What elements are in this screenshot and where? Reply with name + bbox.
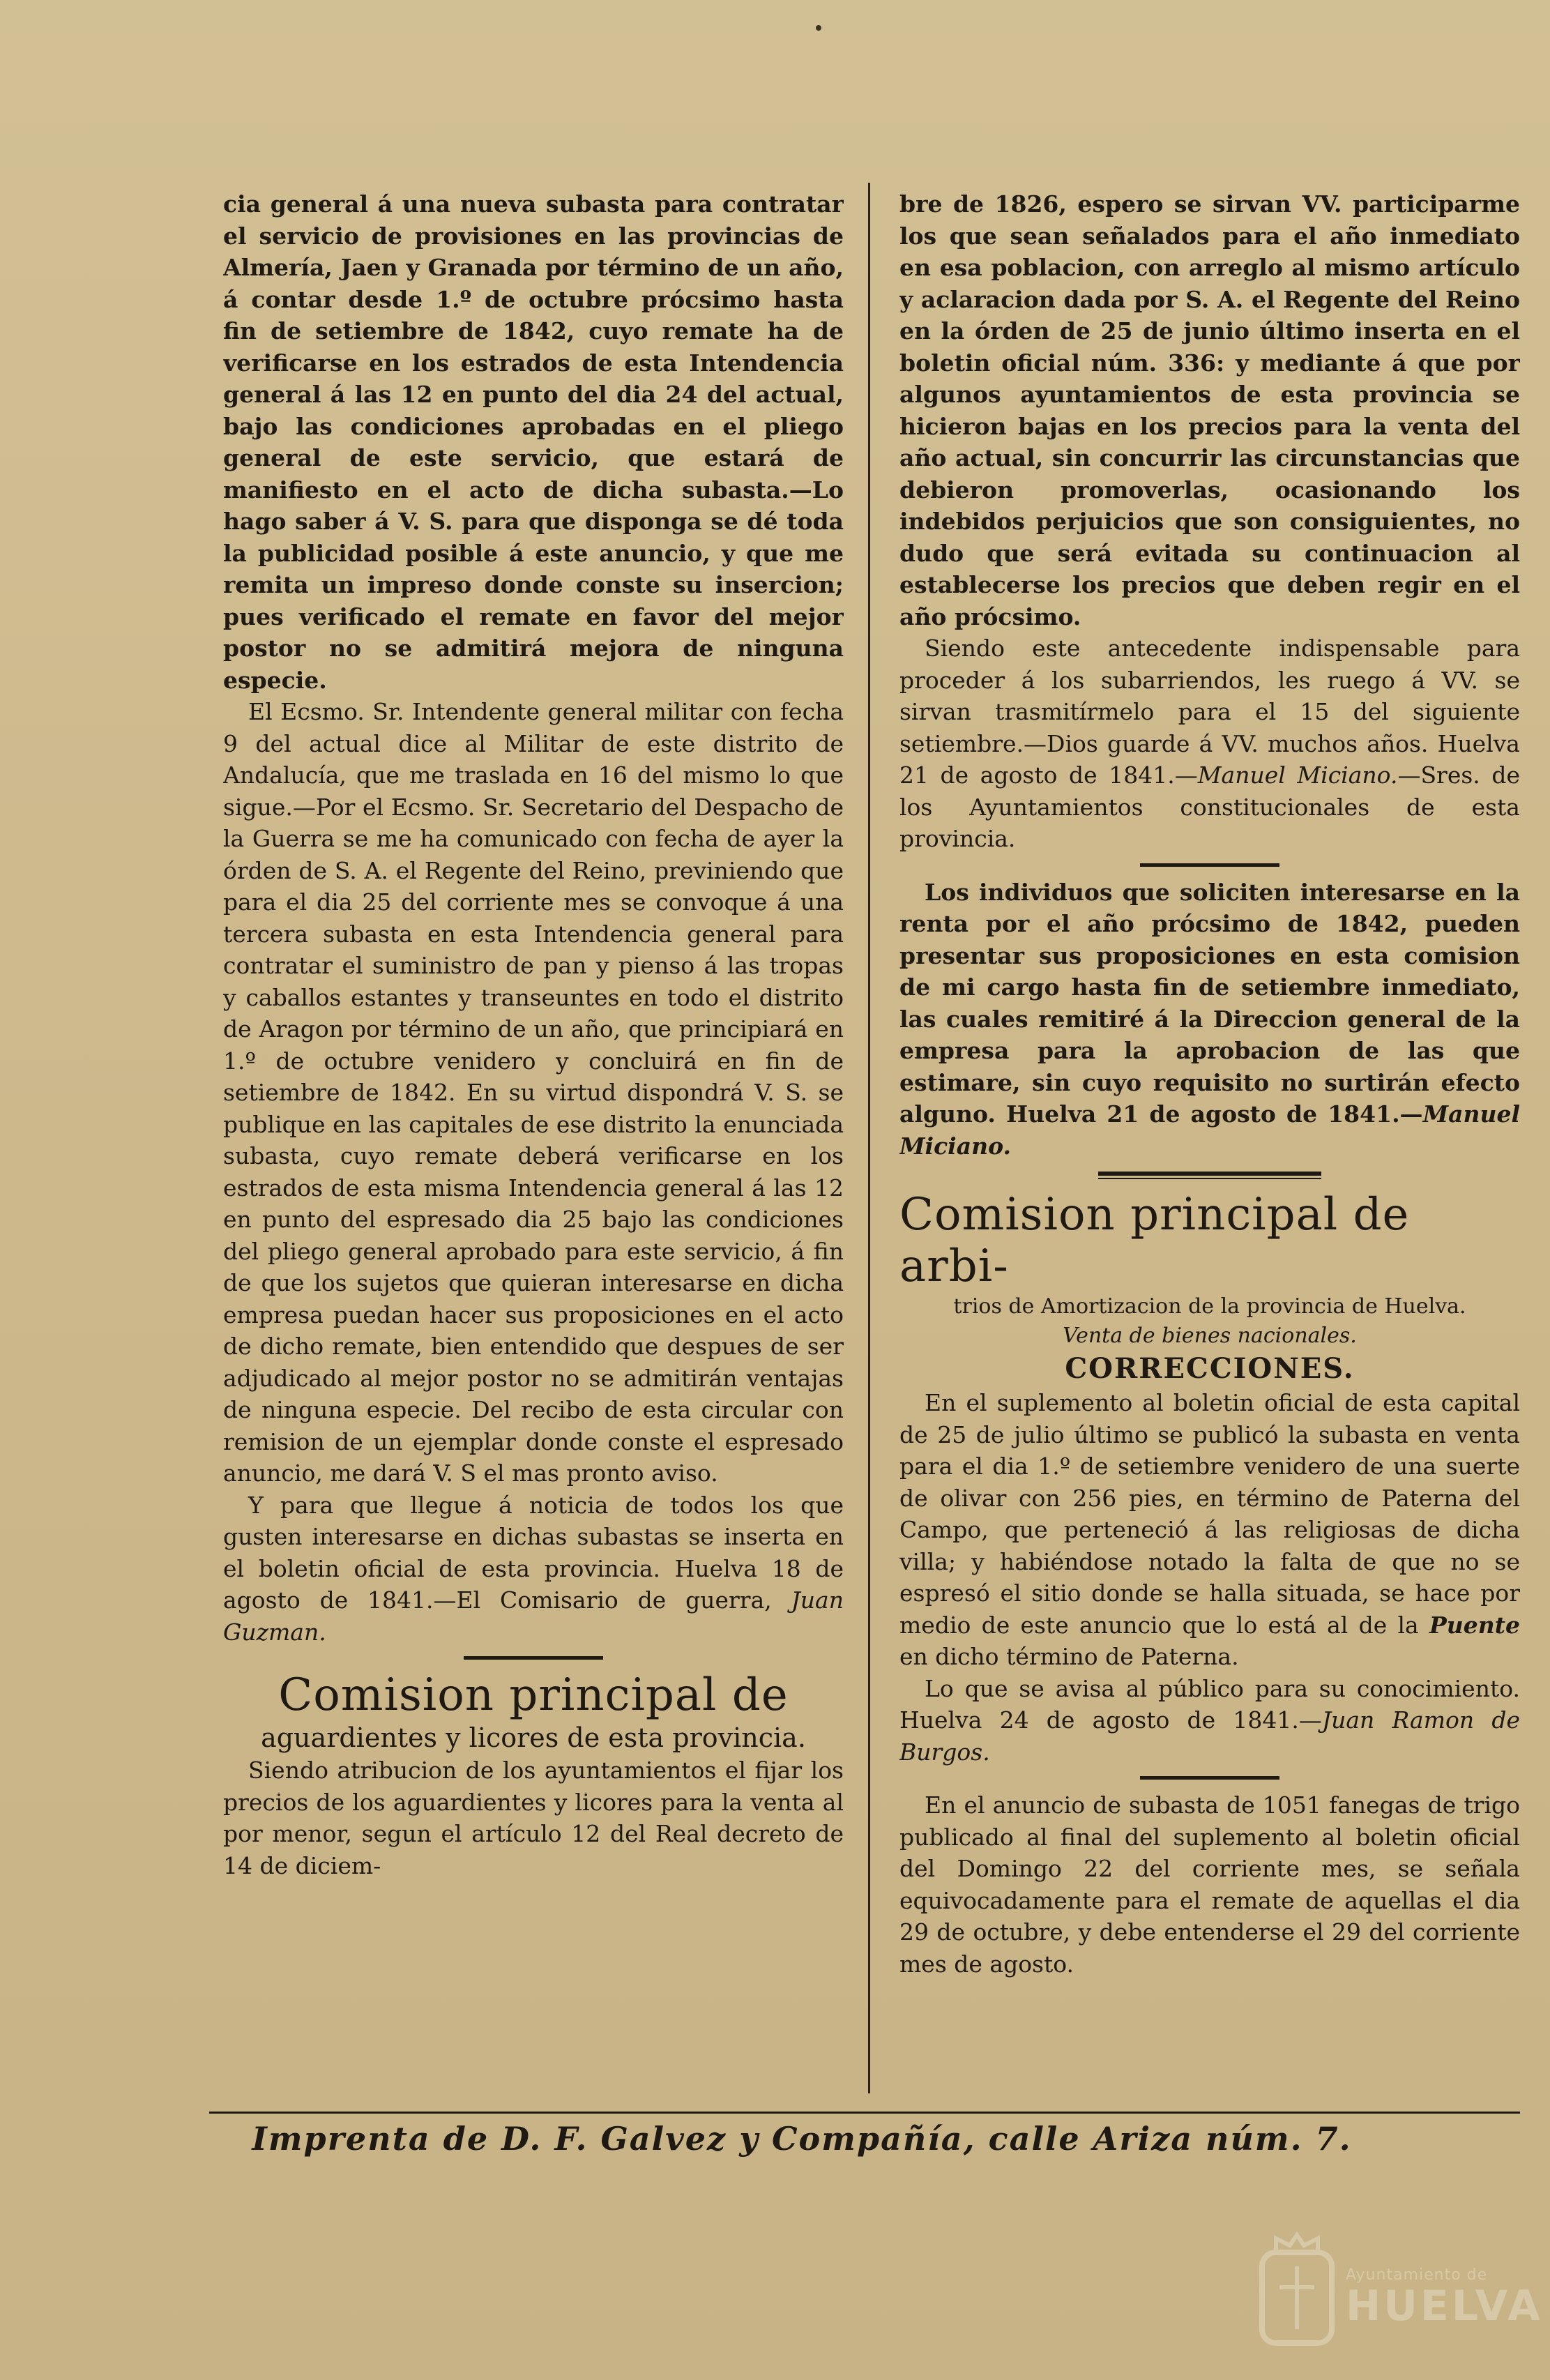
left-paragraph-2: El Ecsmo. Sr. Intendente general militar con fecha 9 del actual dice al Militar de este distrito de Andalucía, que me traslada en 16 del mismo lo que sigue.—Por el Ecsmo. Sr. Secretario del Despacho de la Guerra se me ha comunicado con fecha de ayer la órden de S. A. el Regente del Reino, previniendo que para el dia 25 del corriente mes se convoque á una tercera subasta en esta Intendencia general para contratar el suministro de pan y pienso á las tropas y caballos estantes y transeuntes en todo el distrito de Aragon por término de un año, que principiará en 1.º de octubre venidero y concluirá en fin de setiembre de 1842. En su virtud dispondrá V. S. se publique en las capitales de ese distrito la enunciada subasta, cuyo remate deberá verificarse en los estrados de esta misma Intendencia general á las 12 en punto del espresado dia 25 bajo las condiciones del pliego general aprobado para este servicio, á fin de que los sujetos que quieran interesarse en dicha empresa puedan hacer sus proposiciones en el acto de dicho remate, bien entendido que despues de ser adjudicado al mejor postor no se admitirán ventajas de ninguna especie. Del recibo de esta circular con remision de un ejemplar donde conste el espresado anuncio, me dará V. S el mas pronto aviso. [223,698,844,1487]
left-paragraph-3 [223,1490,844,1648]
signature-manuel-miciano-1: Manuel Miciano. [1197,761,1398,789]
section-subheading-arbitrios: trios de Amortizacion de la provincia de Huelva. [953,1294,1466,1319]
huelva-watermark [1255,2231,1543,2357]
section-divider-double [1098,1172,1321,1179]
left-paragraph-1: cia general á una nueva subasta para contratar el servicio de provisiones en las provincias de Almería, Jaen y Granada por término de un año, á contar desde 1.º de octubre prócsimo hasta fin de setiembre de 1842, cuyo remate ha de verificarse en los estrados de esta Intendencia general á las 12 en punto del dia 24 del actual, bajo las condiciones aprobadas en el pliego general de este servicio, que estará de manifiesto en el acto de dicha subasta.—Lo hago saber á V. S. para que disponga se dé toda la publicidad posible á este anuncio, y que me remita un impreso donde conste su insercion; pues verificado el remate en favor del mejor postor no se admitirá mejora de ninguna especie. [223,190,844,694]
section-heading-correcciones: CORRECCIONES. [1065,1352,1355,1385]
section-heading-arbitrios: Comision principal de arbi- [899,1189,1410,1292]
section-divider [464,1656,603,1660]
crest-icon [1255,2231,1339,2350]
section-subheading-venta: Venta de bienes nacionales. [1063,1324,1357,1348]
right-paragraph-3-text: Los individuos que soliciten interesarse en la renta por el año prócsimo de 1842, pueden presentar sus proposiciones en esta comision de mi cargo hasta fin de setiembre inmediato, las cuales remitiré á la Direccion general de la empresa para la aprobacion de las que estimare, sin cuyo requisito no surtirán efecto alguno. Huelva 21 de agosto de 1841.— [899,878,1520,1128]
section-divider [1140,863,1279,867]
right-paragraph-3 [899,877,1520,1162]
ink-dot [816,25,821,31]
left-paragraph-3-text: Y para que llegue á noticia de todos los que gusten interesarse en dichas subastas se inserta en el boletin oficial de esta provincia. Huelva 18 de agosto de 1841.—El Comisario de guerra, [223,1491,844,1614]
right-paragraph-2 [899,632,1520,855]
right-paragraph-4-tail: en dicho término de Paterna. [899,1643,1239,1670]
section-subheading-aguardientes: aguardientes y licores de esta provincia. [261,1722,806,1753]
column-rule [868,183,870,2093]
signature-juan-ramon-de-burgos: Juan Ramon de Burgos. [899,1706,1520,1766]
right-paragraph-4-text: En el suplemento al boletin oficial de esta capital de 25 de julio último se publicó la subasta en venta para el dia 1.º de setiembre venidero de una suerte de olivar con 256 pies, en término de Paterna del Campo, que perteneció á las religiosas de dicha villa; y habiéndose notado la falta de que no se espresó el sitio donde se halla situada, se hace por medio de este anuncio que lo está al de la [899,1389,1520,1639]
right-paragraph-5 [899,1673,1520,1768]
right-paragraph-2-tail: —Sres. de los Ayuntamientos constitucionales de esta provincia. [899,761,1520,852]
left-column [223,188,844,2102]
signature-juan-guzman: Juan Guzman. [223,1586,844,1646]
footer-rule [209,2112,1520,2114]
printer-imprint: Imprenta de D. F. Galvez y Compañía, calle Ariza núm. 7. [252,2120,1352,2158]
signature-manuel-miciano-2: Manuel Miciano. [899,1100,1520,1160]
watermark-line-2: HUELVA [1346,2282,1543,2330]
right-paragraph-2-text: Siendo este antecedente indispensable para proceder á los subarriendos, les ruego á VV. se sirvan trasmitírmelo para el 15 del siguiente setiembre.—Dios guarde á VV. muchos años. Huelva 21 de agosto de 1841.— [899,635,1520,789]
right-paragraph-6: En el anuncio de subasta de 1051 fanegas de trigo publicado al final del suplemento al boletin oficial del Domingo 22 del corriente mes, se señala equivocadamente para el remate de aquellas el dia 29 de octubre, y debe entenderse el 29 del corriente mes de agosto. [899,1791,1520,1978]
right-paragraph-5-text: Lo que se avisa al público para su conocimiento. Huelva 24 de agosto de 1841.— [899,1674,1520,1734]
right-paragraph-4 [899,1387,1520,1673]
right-column [899,188,1520,2102]
right-paragraph-1: bre de 1826, espero se sirvan VV. participarme los que sean señalados para el año inmediato en esa poblacion, con arreglo al mismo artículo y aclaracion dada por S. A. el Regente del Reino en la órden de 25 de junio último inserta en el boletin oficial núm. 336: y mediante á que por algunos ayuntamientos de esta provincia se hicieron bajas en los precios para la venta del año actual, sin concurrir las circunstancias que debieron promoverlas, ocasionando los indebidos perjuicios que son consiguientes, no dudo que será evitada su continuacion al establecerse los precios que deben regir en el año prócsimo. [899,190,1520,630]
section-heading-aguardientes: Comision principal de [278,1669,789,1721]
place-name-puente: Puente [1429,1611,1520,1639]
left-paragraph-4: Siendo atribucion de los ayuntamientos el fijar los precios de los aguardientes y licores para la venta al por menor, segun el artículo 12 del Real decreto de 14 de diciem- [223,1757,844,1879]
watermark-line-1: Ayuntamiento de [1346,2266,1488,2284]
section-divider [1140,1776,1279,1780]
watermark-text [1346,2266,1543,2328]
